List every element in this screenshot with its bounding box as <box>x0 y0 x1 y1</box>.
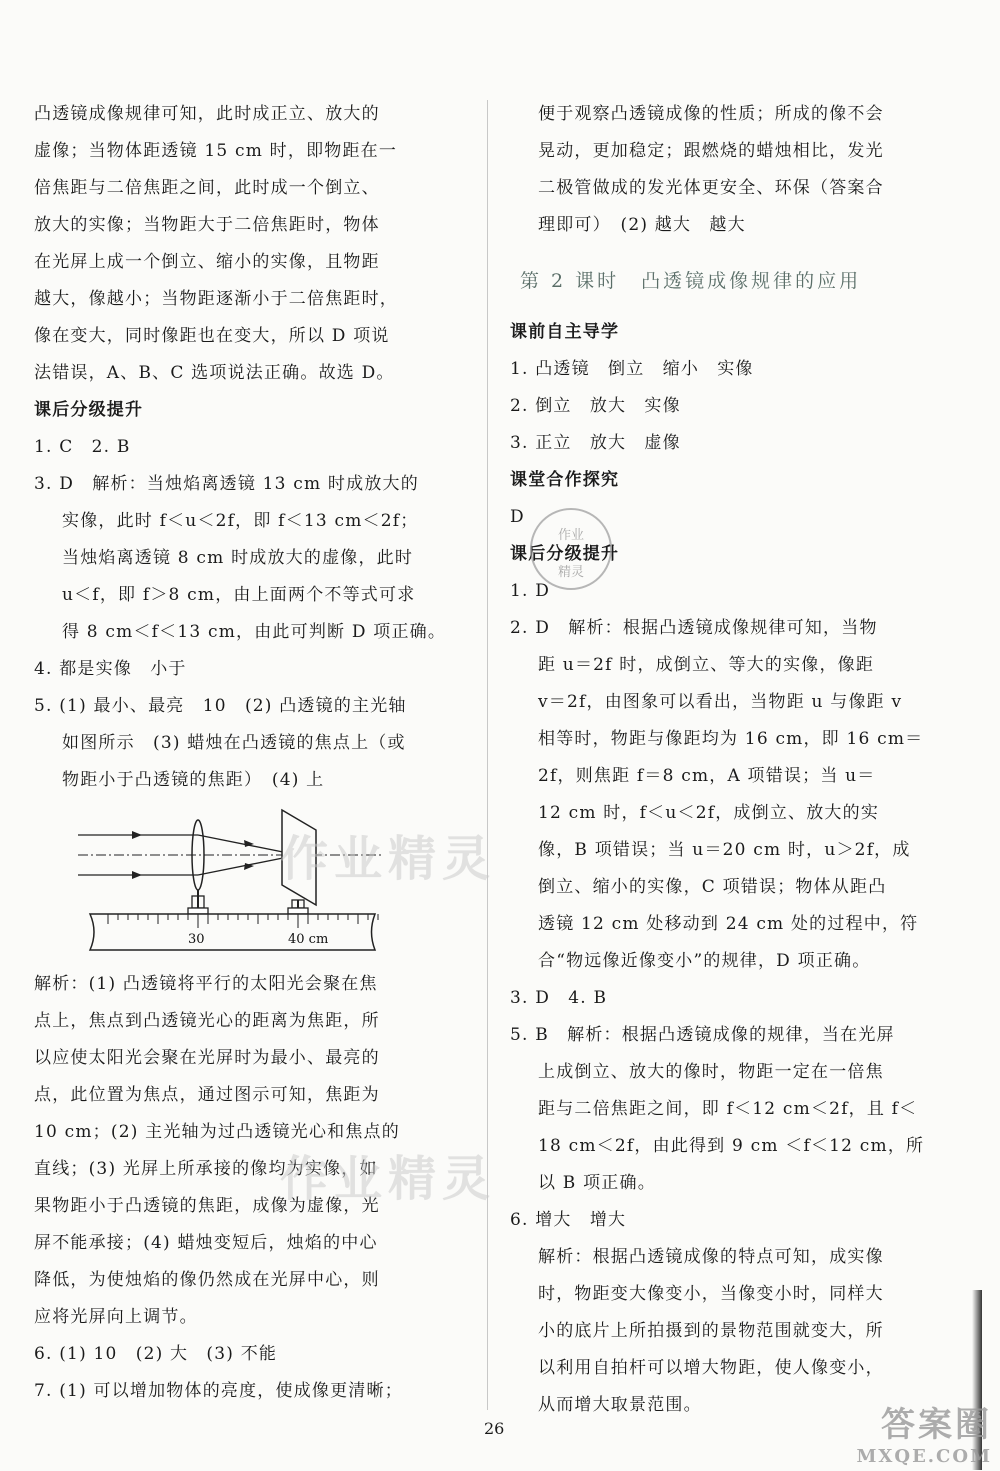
text-line: 晃动，更加稳定；跟燃烧的蜡烛相比，发光 <box>538 141 884 161</box>
text-line: 得 8 cm＜f＜13 cm，由此可判断 D 项正确。 <box>62 622 447 642</box>
text-line: 在光屏上成一个倒立、缩小的实像，且物距 <box>34 252 380 272</box>
text-line: 距 u＝2f 时，成倒立、等大的实像，像距 <box>538 655 875 675</box>
text-line: 虚像；当物体距透镜 15 cm 时，即物距在一 <box>34 141 398 161</box>
text-line: u＜f，即 f＞8 cm，由上面两个不等式可求 <box>62 585 416 605</box>
answer-line: D <box>510 507 525 527</box>
text-line: 如图所示 (3) 蜡烛在凸透镜的焦点上（或 <box>62 733 406 753</box>
text-line: 倍焦距与二倍焦距之间，此时成一个倒立、 <box>34 178 380 198</box>
text-line: 12 cm 时，f＜u＜2f，成倒立、放大的实 <box>538 803 880 823</box>
text-line: 透镜 12 cm 处移动到 24 cm 处的过程中，符 <box>538 914 919 934</box>
text-line: 越大，像越小；当物距逐渐小于二倍焦距时， <box>34 289 398 309</box>
text-line: 果物距小于凸透镜的焦距，成像为虚像，光 <box>34 1196 380 1216</box>
text-line: 2f，则焦距 f＝8 cm，A 项错误；当 u＝ <box>538 766 876 786</box>
text-line: 实像，此时 f＜u＜2f，即 f＜13 cm＜2f； <box>62 511 419 531</box>
answer-line: 3. 正立 放大 虚像 <box>510 433 681 453</box>
section-heading: 课后分级提升 <box>510 544 620 564</box>
text-line: 解析：根据凸透镜成像的特点可知，成实像 <box>538 1247 884 1267</box>
answer-line: 5. (1) 最小、最亮 10 (2) 凸透镜的主光轴 <box>34 696 407 716</box>
text-line: 应将光屏向上调节。 <box>34 1307 198 1327</box>
corner-watermark-logo <box>857 1397 993 1467</box>
page-number: 26 <box>484 1419 505 1438</box>
watermark-text: 作业精灵 <box>280 1151 497 1207</box>
text-line: 点，此位置为焦点，通过图示可知，焦距为 <box>34 1085 380 1105</box>
text-line: 当烛焰离透镜 8 cm 时成放大的虚像，此时 <box>62 548 414 568</box>
text-line: 便于观察凸透镜成像的性质；所成的像不会 <box>538 104 884 124</box>
text-line: 10 cm；(2) 主光轴为过凸透镜光心和焦点的 <box>34 1122 400 1142</box>
text-line: 解析：(1) 凸透镜将平行的太阳光会聚在焦 <box>34 974 378 994</box>
text-line: 以应使太阳光会聚在光屏时为最小、最亮的 <box>34 1048 380 1068</box>
text-line: 直线；(3) 光屏上所承接的像均为实像，如 <box>34 1159 378 1179</box>
text-line: 物距小于凸透镜的焦距） (4) 上 <box>62 770 325 790</box>
lesson-title: 第 2 课时 凸透镜成像规律的应用 <box>520 270 862 292</box>
text-line: 距与二倍焦距之间，即 f＜12 cm＜2f，且 f＜ <box>538 1099 918 1119</box>
corner-watermark-url: MXQE.COM <box>856 1446 992 1467</box>
answer-line: 1. C 2. B <box>34 437 131 457</box>
text-line: 以 B 项正确。 <box>538 1173 656 1193</box>
text-line: 小的底片上所拍摄到的景物范围就变大，所 <box>538 1321 884 1341</box>
text-line: 像在变大，同时像距也在变大，所以 D 项说 <box>34 326 390 346</box>
text-line: 时，物距变大像变小，当像变小时，同样大 <box>538 1284 884 1304</box>
tick-label-30: 30 <box>188 932 205 947</box>
text-line: 从而增大取景范围。 <box>538 1395 702 1415</box>
watermark-stamp <box>530 508 612 590</box>
text-line: v＝2f，由图象可以看出，当物距 u 与像距 v <box>538 692 903 712</box>
answer-line: 5. B 解析：根据凸透镜成像的规律，当在光屏 <box>510 1025 895 1045</box>
answer-line: 6. (1) 10 (2) 大 (3) 不能 <box>34 1344 278 1364</box>
stamp-text-top: 作业 <box>557 528 584 543</box>
answer-line: 3. D 解析：当烛焰离透镜 13 cm 时成放大的 <box>34 474 419 494</box>
section-heading: 课后分级提升 <box>34 400 144 420</box>
text-line: 降低，为使烛焰的像仍然成在光屏中心，则 <box>34 1270 380 1290</box>
answer-line: 2. 倒立 放大 实像 <box>510 396 681 416</box>
text-line: 凸透镜成像规律可知，此时成正立、放大的 <box>34 104 380 124</box>
answer-line: 6. 增大 增大 <box>510 1210 627 1230</box>
answer-line: 1. 凸透镜 倒立 缩小 实像 <box>510 359 754 379</box>
answer-line: 1. D <box>510 581 551 601</box>
answer-line: 4. 都是实像 小于 <box>34 659 187 679</box>
answer-line: 3. D 4. B <box>510 988 608 1008</box>
stamp-text-bottom: 精灵 <box>557 565 584 580</box>
text-line: 理即可） (2) 越大 越大 <box>538 215 746 235</box>
text-line: 法错误，A、B、C 选项说法正确。故选 D。 <box>34 363 395 383</box>
section-heading: 课前自主导学 <box>510 322 620 342</box>
answer-line: 2. D 解析：根据凸透镜成像规律可知，当物 <box>510 618 878 638</box>
section-heading: 课堂合作探究 <box>510 470 620 490</box>
watermark-text: 作业精灵 <box>280 831 497 887</box>
text-line: 以利用自拍杆可以增大物距，使人像变小， <box>538 1358 884 1378</box>
text-line: 相等时，物距与像距均为 16 cm，即 16 cm＝ <box>538 729 924 749</box>
tick-label-40: 40 cm <box>288 932 329 947</box>
answer-line: 7. (1) 可以增加物体的亮度，使成像更清晰； <box>34 1381 403 1401</box>
text-line: 二极管做成的发光体更安全、环保（答案合 <box>538 178 884 198</box>
text-line: 18 cm＜2f，由此得到 9 cm ＜f＜12 cm，所 <box>538 1136 925 1156</box>
text-line: 放大的实像；当物距大于二倍焦距时，物体 <box>34 215 380 235</box>
text-line: 点上，焦点到凸透镜光心的距离为焦距，所 <box>34 1011 380 1031</box>
text-line: 合“物远像近像变小”的规律，D 项正确。 <box>538 951 871 971</box>
text-line: 像，B 项错误；当 u＝20 cm 时，u＞2f，成 <box>538 840 911 860</box>
corner-watermark-title: 答案圈 <box>881 1405 992 1445</box>
text-line: 上成倒立、放大的像时，物距一定在一倍焦 <box>538 1062 884 1082</box>
text-line: 倒立、缩小的实像，C 项错误；物体从距凸 <box>538 877 887 897</box>
text-line: 屏不能承接；(4) 蜡烛变短后，烛焰的中心 <box>34 1233 378 1253</box>
column-divider <box>487 100 488 1410</box>
